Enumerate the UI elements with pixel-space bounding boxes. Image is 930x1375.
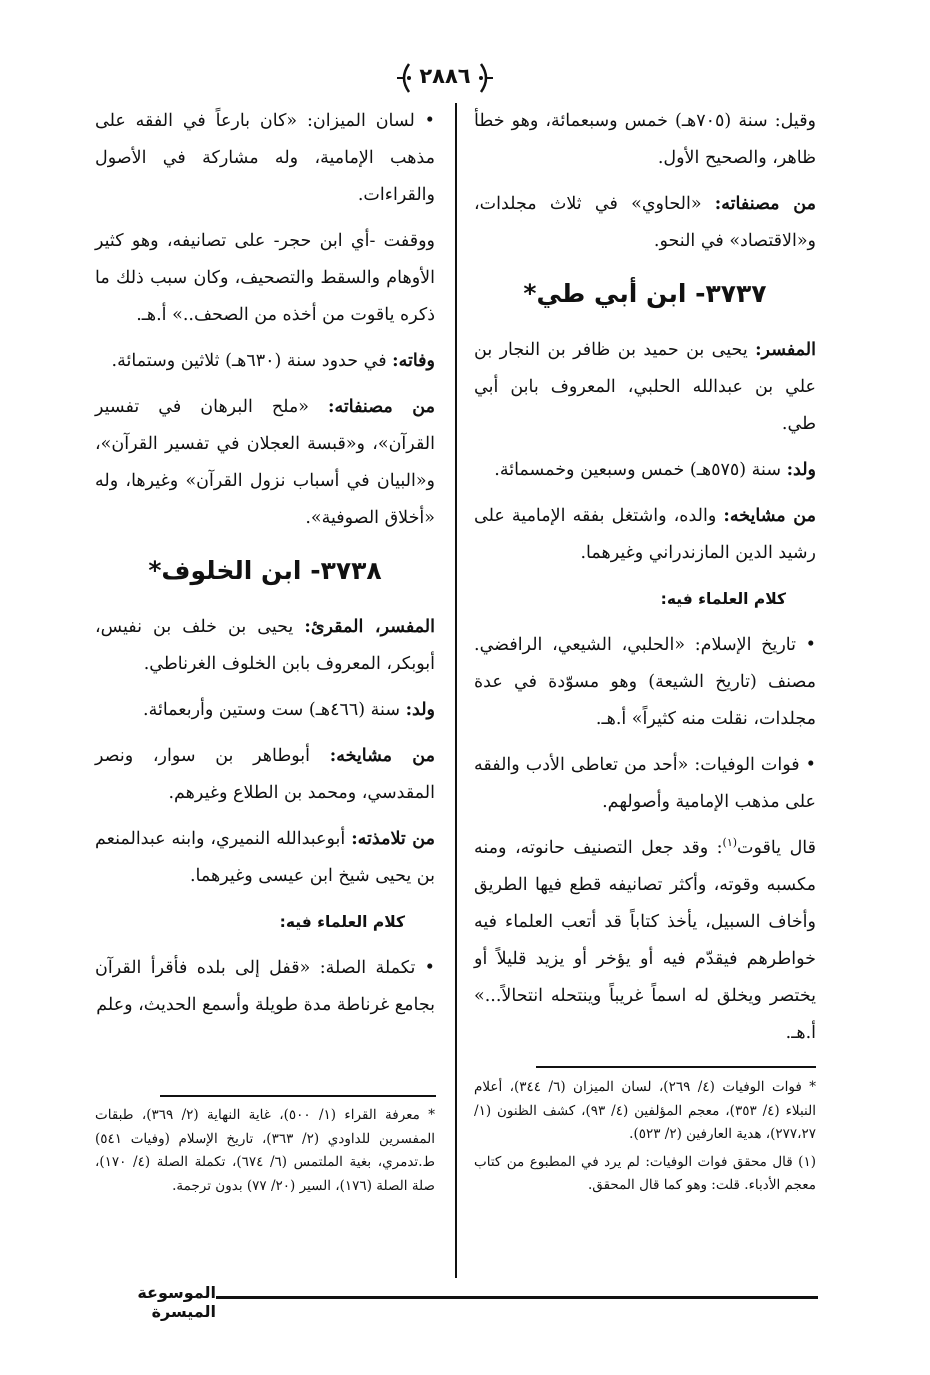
field-text: يحيى بن حميد بن ظافر بن النجار بن علي بن عبدالله الحلبي، المعروف بابن أبي طي.	[474, 340, 816, 434]
field-text: أبوعبدالله النميري، وابنه عبدالمنعم بن يحيى شيخ ابن عيسى وغيرهما.	[95, 829, 435, 886]
field-label: المفسر، المقرئ:	[304, 617, 435, 637]
footnote: * معرفة القراء (١/ ٥٠٠)، غاية النهاية (٢/ ٣٦٩)، طبقات المفسرين للداودي (٢/ ٣٦٣)، تاريخ الإسلام (وفيات ٥٤١) ط.تدمري، بغية الملتمس (٦/ ٦٧٤)، تكملة الصلة (٤/ ١٧٠)، صلة الصلة (١٧٦)، السير (٢٠/ ٧٧) بدون ترجمة.	[95, 1107, 436, 1194]
footnotes-right	[474, 1076, 816, 1202]
paragraph	[474, 498, 816, 572]
field-text: يحيى بن خلف بن نفيس، أبوبكر، المعروف بابن الخلوف الغرناطي.	[95, 617, 435, 674]
column-divider	[455, 103, 457, 1278]
paragraph	[95, 609, 435, 683]
field-label: من مشايخه:	[329, 746, 435, 766]
paragraph	[95, 821, 435, 895]
paragraph: • لسان الميزان: «كان بارعاً في الفقه على مذهب الإمامية، وله مشاركة في الأصول والقراءات.	[95, 111, 435, 205]
footnotes-left	[95, 1104, 435, 1202]
field-text: أبوطاهر بن سوار، ونصر المقدسي، ومحمد بن الطلاع وغيرهم.	[95, 746, 435, 803]
section-subheading: كلام العلماء فيه:	[660, 590, 786, 608]
field-label: من مشايخه:	[723, 506, 816, 526]
paragraph	[95, 738, 435, 812]
footnote-divider	[536, 1066, 816, 1068]
field-text: قال ياقوت	[737, 838, 816, 858]
paragraph: ووقفت -أي ابن حجر- على تصانيفه، وهو كثير الأوهام والسقط والتصحيف، وكان سبب ذلك ما ذكره ياقوت من أخذه من الصحف..» أ.هـ.	[95, 231, 435, 325]
paragraph	[95, 389, 435, 537]
paragraph: • تاريخ الإسلام: «الحلبي، الشيعي، الرافضي. مصنف (تاريخ الشيعة) وهو مسوّدة في عدة مجلدات، نقلت منه كثيراً» أ.هـ.	[474, 635, 816, 729]
paragraph	[474, 186, 816, 260]
field-label: وفاته:	[392, 351, 435, 371]
paragraph	[474, 332, 816, 443]
page-number: ٢٨٨٦	[419, 64, 471, 88]
paragraph: • فوات الوفيات: «أحد من تعاطى الأدب والفقه على مذهب الإمامية وأصولهم.	[474, 755, 816, 812]
footnote-reference: (١)	[722, 836, 738, 850]
field-text: «ملح البرهان في تفسير القرآن»، و«قبسة العجلان في تفسير القرآن»، و«البيان في أسباب نزول القرآن» وغيرها، وله «أخلاق الصوفية».	[95, 397, 435, 528]
field-text: : وقد جعل التصنيف حانوته، ومنه مكسبه وقوته، وأكثر تصانيفه قطع فيها الطريق وأخاف السبيل، يأخذ كتاباً قد أتعب العلماء فيه خواطرهم فيقدّم فيه أو يؤخر أو يزيد قليلاً أو يختصر ويخلق له اسماً غريباً وينتحله انتحالاً...» أ.هـ.	[474, 838, 816, 1043]
field-text: في حدود سنة (٦٣٠هـ) ثلاثين وستمائة.	[111, 351, 393, 371]
left-column	[95, 103, 435, 1033]
field-label: من مصنفاته:	[714, 194, 817, 214]
field-label: من مصنفاته:	[328, 397, 436, 417]
field-label: ولد:	[405, 700, 435, 720]
field-text: والده، واشتغل بفقه الإمامية على رشيد الدين المازندراني وغيرهما.	[474, 506, 816, 563]
entry-heading: ٣٧٣٨- ابن الخلوف*	[148, 556, 382, 585]
entry-heading: ٣٧٣٧- ابن أبي طي*	[523, 279, 767, 308]
field-text: سنة (٤٦٦هـ) ست وستين وأربعمائة.	[143, 700, 406, 720]
footnote: (١) قال محقق فوات الوفيات: لم يرد في المطبوع من كتاب معجم الأدباء. قلت: وهو كما قال المحقق.	[474, 1153, 816, 1193]
footnote-divider	[160, 1095, 436, 1097]
field-label: من تلامذته:	[351, 829, 435, 849]
right-column	[474, 103, 816, 1061]
footer-title: الموسوعة الميسرة	[137, 1283, 216, 1321]
paragraph	[95, 343, 435, 380]
field-label: المفسر:	[755, 340, 816, 360]
paragraph	[474, 830, 816, 1052]
field-label: ولد:	[786, 460, 816, 480]
page-number-ornament	[395, 58, 495, 98]
footer-rule	[216, 1296, 818, 1299]
field-text: سنة (٥٧٥هـ) خمس وسبعين وخمسمائة.	[494, 460, 787, 480]
section-subheading: كلام العلماء فيه:	[279, 913, 405, 931]
paragraph	[95, 692, 435, 729]
field-text: «الحاوي» في ثلاث مجلدات، و«الاقتصاد» في النحو.	[474, 194, 816, 251]
paragraph	[474, 452, 816, 489]
paragraph: • تكملة الصلة: «قفل إلى بلده فأقرأ القرآن بجامع غرناطة مدة طويلة وأسمع الحديث، وعلم	[95, 958, 435, 1015]
footnote: * فوات الوفيات (٤/ ٢٦٩)، لسان الميزان (٦/ ٣٤٤)، أعلام النبلاء (٤/ ٣٥٣)، معجم المؤلفين (٤/ ٩٣)، كشف الظنون (١/ ٢٧٧،٢٧)، هدية العارفين (٢/ ٥٢٣).	[474, 1079, 817, 1142]
paragraph: وقيل: سنة (٧٠٥هـ) خمس وسبعمائة، وهو خطأ ظاهر، والصحيح الأول.	[474, 111, 817, 168]
